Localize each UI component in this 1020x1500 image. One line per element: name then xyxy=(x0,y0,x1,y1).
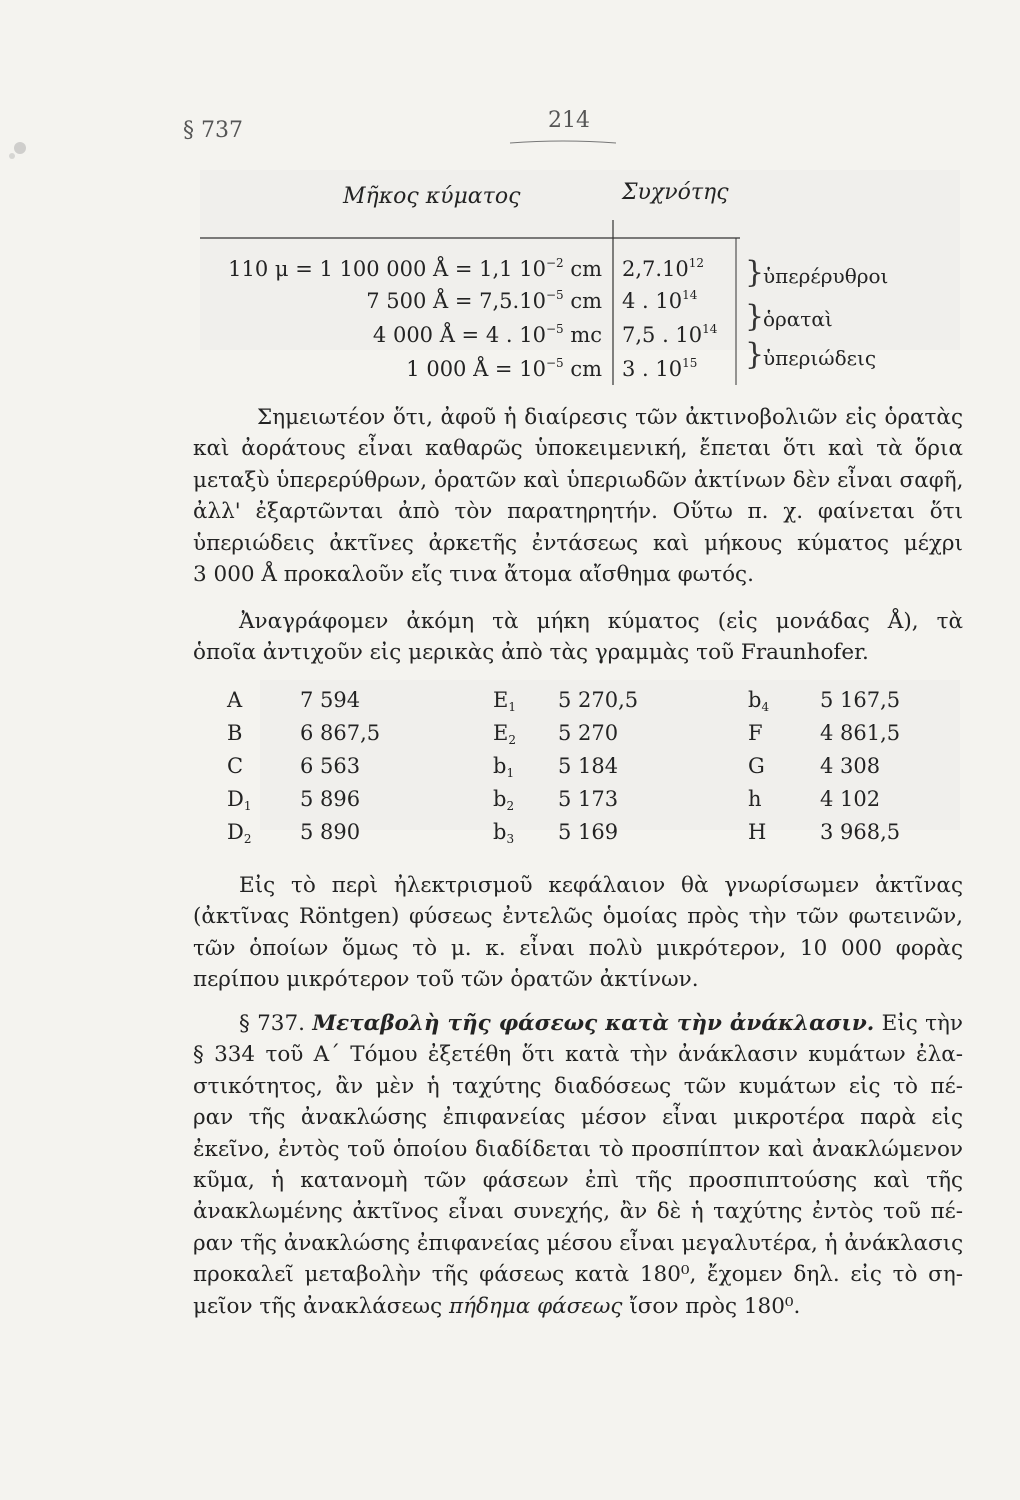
wavelength-value: 6 867,5 xyxy=(300,721,381,745)
frequency-base: 2,7.10 xyxy=(622,257,689,281)
text-line: προκαλεῖ μεταβολὴν τῆς φάσεως κατὰ 180⁰, ἔχομεν δηλ. εἰς τὸ ση- xyxy=(193,1262,963,1288)
text-line: § 334 τοῦ Α΄ Τόμου ἐξετέθη ὅτι κατὰ τὴν ἀνάκλασιν κυμάτων ἐλα- xyxy=(193,1042,963,1068)
text-line: Ἀναγράφομεν ἀκόμη τὰ μήκη κύματος (εἰς μονάδας Å), τὰ xyxy=(239,609,963,634)
wavelength-exp: −5 xyxy=(545,288,564,302)
line-letter xyxy=(227,754,243,780)
text-fragment: ἴσον πρὸς 180⁰. xyxy=(622,1293,801,1319)
wavelength-unit: cm xyxy=(563,289,602,313)
line-letter xyxy=(748,721,763,747)
page-number-underline xyxy=(508,138,618,146)
line-letter-text: H xyxy=(748,820,767,844)
text-fragment: Εἰς τὴν xyxy=(881,1011,963,1036)
line-letter xyxy=(748,787,762,813)
text-line: 3 000 Å προκαλοῦν εἴς τινα ἄτομα αἴσθημα φωτός. xyxy=(193,562,754,588)
frequency-base: 4 . 10 xyxy=(622,289,683,313)
text-line: Εἰς τὸ περὶ ἠλεκτρισμοῦ κεφάλαιον θὰ γνωρίσωμεν ἀκτῖνας xyxy=(239,873,963,898)
line-letter xyxy=(748,820,766,846)
text-line: ἀλλ' ἐξαρτῶνται ἀπὸ τὸν παρατηρητήν. Οὕτω π. χ. φαίνεται ὅτι xyxy=(193,499,963,525)
wavelength-value: 4 308 xyxy=(820,754,881,778)
line-letter-text: D xyxy=(227,787,244,811)
text-line: κῦμα, ἡ κατανομὴ τῶν φάσεων ἐπὶ τῆς προσπιπτούσης καὶ τῆς xyxy=(193,1168,963,1194)
line-subscript: 4 xyxy=(761,700,770,714)
wavelength-cell: 1 000 Å = 10 xyxy=(406,357,546,381)
wavelength-value: 4 861,5 xyxy=(820,721,901,745)
text-line: στικότητος, ἂν μὲν ἡ ταχύτης διαδόσεως τῶν κυμάτων εἰς τὸ πέ- xyxy=(193,1073,963,1099)
wavelength-cell: 4 000 Å = 4 . 10 xyxy=(372,323,546,347)
wavelength-exp: −5 xyxy=(545,356,564,370)
wavelength-exp: −2 xyxy=(545,256,564,270)
text-line: ραν τῆς ἀνακλώσης ἐπιφανείας μέσου εἶναι μεγαλυτέρα, ἡ ἀνάκλασις xyxy=(193,1230,964,1256)
text-line: τῶν ὁποίων ὅμως τὸ μ. κ. εἶναι πολὺ μικρότερον, 10 000 φορὰς xyxy=(193,935,963,961)
section-number: § 737. xyxy=(239,1011,305,1036)
line-letter-text: b xyxy=(493,820,507,844)
line-subscript: 1 xyxy=(506,766,515,780)
line-letter-text: h xyxy=(748,787,762,811)
wavelength-value: 5 173 xyxy=(558,787,619,811)
label-ultraviolet: ὑπεριώδεις xyxy=(763,346,877,370)
wavelength-value: 5 167,5 xyxy=(820,688,901,712)
emphasis-phase-jump: πήδημα φάσεως xyxy=(448,1293,623,1319)
line-letter-text: B xyxy=(227,721,243,745)
line-letter xyxy=(748,688,769,714)
wavelength-cell: 7 500 Å = 7,5.10 xyxy=(366,289,546,313)
frequency-base: 7,5 . 10 xyxy=(622,323,703,347)
wavelength-value: 5 890 xyxy=(300,820,361,844)
wavelength-value: 7 594 xyxy=(300,688,361,712)
line-letter-text: b xyxy=(493,787,507,811)
line-letter-text: b xyxy=(493,754,507,778)
text-line: μεταξὺ ὑπερερύθρων, ὁρατῶν καὶ ὑπεριωδῶν ἀκτίνων δὲν εἶναι σαφῆ, xyxy=(193,467,964,493)
text-line-last xyxy=(193,1291,963,1322)
text-line: ἐκεῖνο, ἐντὸς τοῦ ὁποίου διαδίδεται τὸ προσπίπτον καὶ ἀνακλώμενον xyxy=(193,1136,963,1162)
fraunhofer-table xyxy=(0,688,1020,858)
section-title: Μεταβολὴ τῆς φάσεως κατὰ τὴν ἀνάκλασιν. xyxy=(312,1011,875,1036)
paragraph-rontgen xyxy=(193,870,963,996)
line-letter xyxy=(748,754,765,780)
text-line: (ἀκτῖνας Röntgen) φύσεως ἐντελῶς ὁμοίας πρὸς τὴν τῶν φωτεινῶν, xyxy=(193,904,963,930)
wavelength-value: 5 896 xyxy=(300,787,361,811)
line-letter-text: C xyxy=(227,754,244,778)
line-letter xyxy=(227,820,251,846)
wavelength-value: 5 270,5 xyxy=(558,688,639,712)
wavelength-value: 5 169 xyxy=(558,820,619,844)
brace-visible: } xyxy=(745,299,765,334)
text-line: καὶ ἀοράτους εἶναι καθαρῶς ὑποκειμενική, ἔπεται ὅτι καὶ τὰ ὅρια xyxy=(193,436,963,462)
line-subscript: 2 xyxy=(506,799,515,813)
line-letter xyxy=(227,787,251,813)
line-letter xyxy=(227,688,242,714)
wavelength-value: 6 563 xyxy=(300,754,361,778)
text-line: ὁποῖα ἀντιχοῦν εἰς μερικὰς ἀπὸ τὰς γραμμὰς τοῦ Fraunhofer. xyxy=(193,640,869,666)
text-line: ὑπεριώδεις ἀκτῖνες ἀρκετῆς ἐντάσεως καὶ μήκους κύματος μέχρι xyxy=(193,530,963,556)
line-letter-text: A xyxy=(227,688,243,712)
frequency-cell xyxy=(622,356,697,381)
brace-infrared: } xyxy=(745,255,765,290)
paragraph-classification xyxy=(193,402,963,590)
line-letter-text: E xyxy=(493,721,509,745)
frequency-cell xyxy=(622,256,704,281)
line-subscript: 1 xyxy=(508,700,516,714)
table-row xyxy=(222,256,602,281)
table-row xyxy=(222,288,602,313)
text-line: περίπου μικρότερον τοῦ τῶν ὁρατῶν ἀκτίνων. xyxy=(193,967,699,993)
wavelength-value: 5 184 xyxy=(558,754,619,778)
line-letter-text: E xyxy=(493,688,509,712)
frequency-exp: 12 xyxy=(688,256,705,270)
paragraph-fraunhofer-intro xyxy=(193,606,963,669)
frequency-cell xyxy=(622,322,717,347)
col-frequency-header: Συχνότης xyxy=(622,180,729,205)
wavelength-value: 4 102 xyxy=(820,787,881,811)
line-subscript: 2 xyxy=(508,733,516,747)
line-letter-text: b xyxy=(748,688,762,712)
line-letter xyxy=(493,787,514,813)
frequency-exp: 14 xyxy=(682,288,698,302)
line-letter xyxy=(227,721,242,747)
section-header: § 737 xyxy=(183,118,243,143)
text-line: ἀνακλωμένης ἀκτῖνος εἶναι συνεχής, ἂν δὲ ἡ ταχύτης ἐντὸς τοῦ πέ- xyxy=(193,1199,963,1225)
line-letter xyxy=(493,721,516,747)
line-subscript: 1 xyxy=(243,799,252,813)
section-heading-line xyxy=(193,1008,963,1039)
label-infrared: ὑπερέρυθροι xyxy=(763,264,889,288)
line-letter-text: D xyxy=(227,820,244,844)
line-letter-text: G xyxy=(748,754,765,778)
section-737 xyxy=(193,1008,963,1322)
col-wavelength-header: Μῆκος κύματος xyxy=(343,184,521,209)
wavelength-unit: cm xyxy=(563,357,602,381)
line-subscript: 3 xyxy=(506,832,515,846)
text-fragment: μεῖον τῆς ἀνακλάσεως xyxy=(193,1293,449,1319)
label-visible: ὁραταὶ xyxy=(763,307,833,331)
wavelength-value: 3 968,5 xyxy=(820,820,901,844)
frequency-exp: 15 xyxy=(682,356,698,370)
frequency-cell xyxy=(622,288,697,313)
table-row xyxy=(222,356,602,381)
line-letter-text: F xyxy=(748,721,763,745)
wavelength-value: 5 270 xyxy=(558,721,619,745)
line-subscript: 2 xyxy=(243,832,252,846)
wavelength-cell: 110 μ = 1 100 000 Å = 1,1 10 xyxy=(228,257,546,281)
line-letter xyxy=(493,688,516,714)
text-line: ραν τῆς ἀνακλώσης ἐπιφανείας μέσον εἶναι μικροτέρα παρὰ εἰς xyxy=(193,1105,963,1131)
frequency-exp: 14 xyxy=(702,322,718,336)
line-letter xyxy=(493,754,514,780)
wavelength-unit: cm xyxy=(563,257,602,281)
wavelength-unit: mc xyxy=(563,323,602,347)
line-letter xyxy=(493,820,514,846)
brace-ultraviolet: } xyxy=(745,337,765,372)
wavelength-exp: −5 xyxy=(545,322,564,336)
text-line: Σημειωτέον ὅτι, ἀφοῦ ἡ διαίρεσις τῶν ἀκτινοβολιῶν εἰς ὁρατὰς xyxy=(257,405,963,430)
frequency-base: 3 . 10 xyxy=(622,357,683,381)
page-number: 214 xyxy=(548,108,590,133)
table-row xyxy=(222,322,602,347)
